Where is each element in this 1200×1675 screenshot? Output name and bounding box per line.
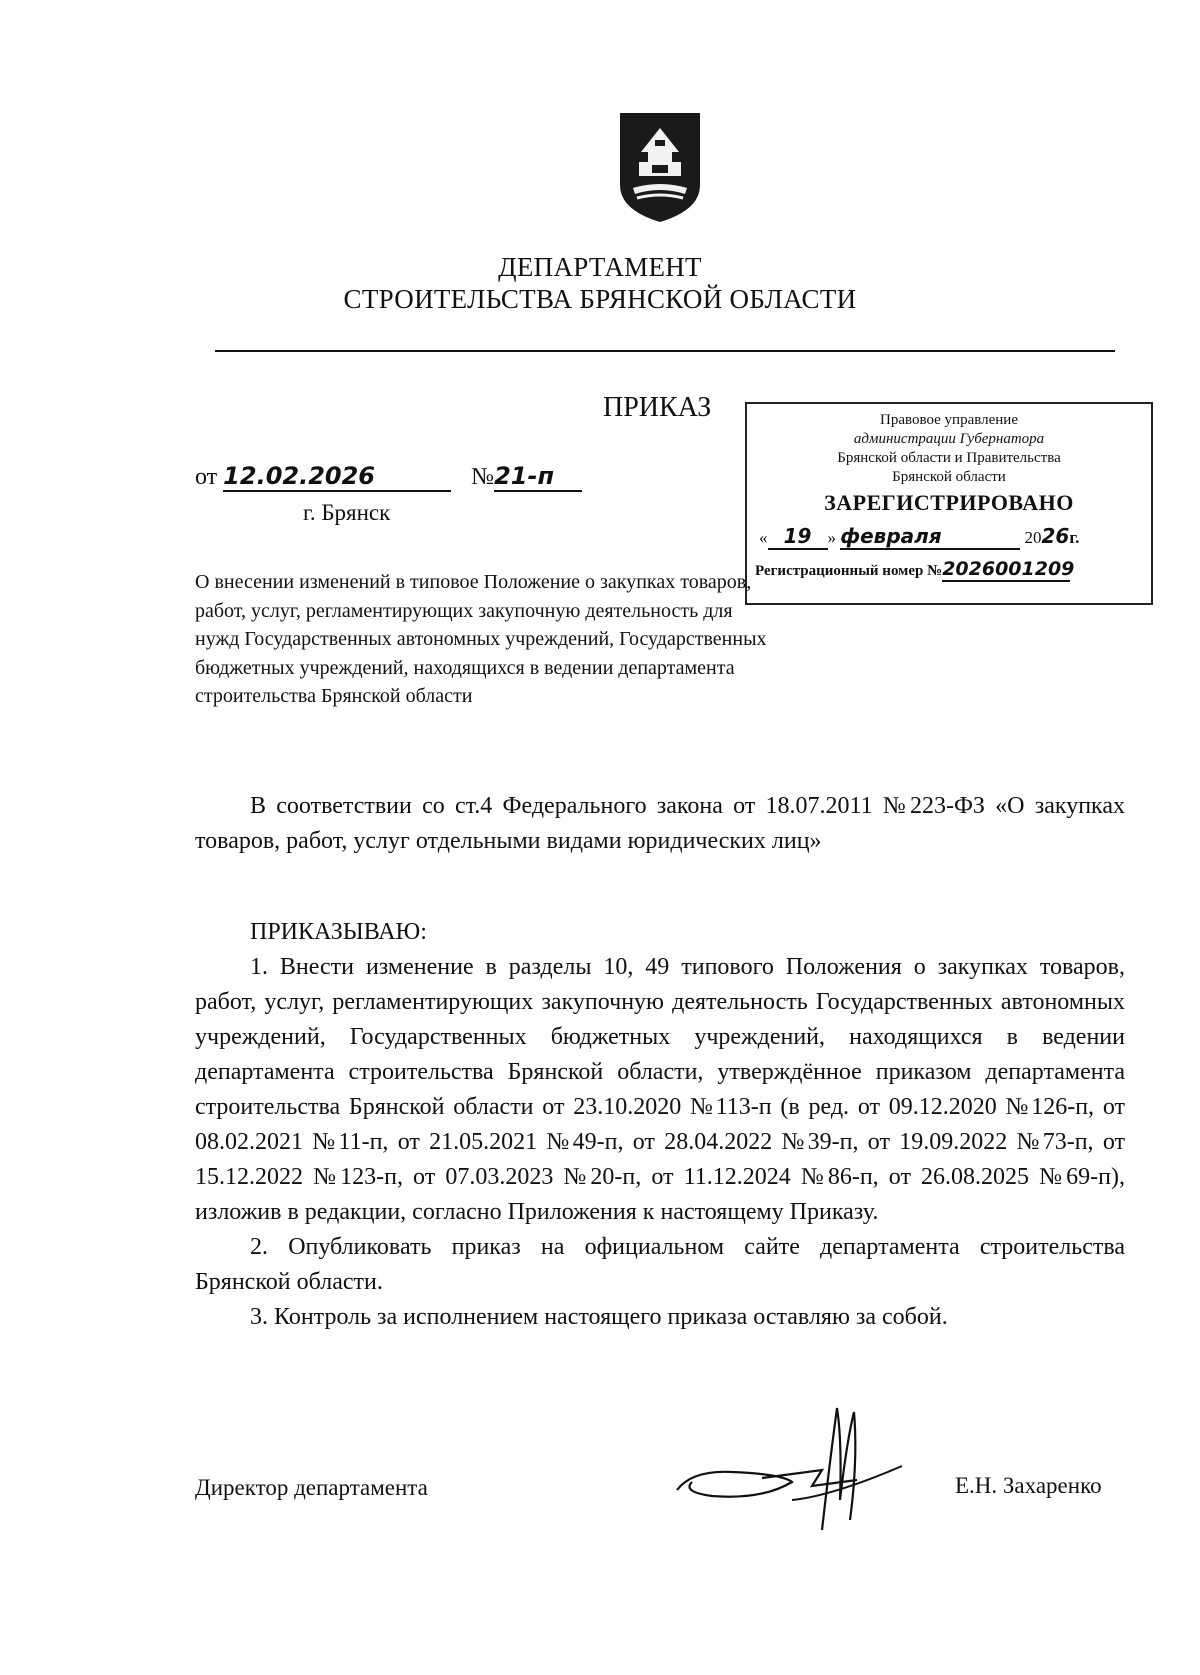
handwritten-signature xyxy=(672,1400,932,1550)
department-name-line1: ДЕПАРТАМЕНТ xyxy=(498,252,702,282)
stamp-reg-number: 2026001209 xyxy=(942,558,1075,580)
stamp-registered-label: ЗАРЕГИСТРИРОВАНО xyxy=(824,490,1074,515)
order-city: г. Брянск xyxy=(303,500,391,525)
order-date-prefix: от xyxy=(195,464,218,490)
stamp-reg-label: Регистрационный номер № xyxy=(755,563,943,579)
stamp-year-prefix: 20 xyxy=(1024,528,1042,547)
order-item-1: 1. Внести изменение в разделы 10, 49 типового Положения о закупках товаров, работ, услуг, регламентирующих закупочную деятельность Государственных автономных учреждений, Государственных бюджетных учреждений, находящихся в ведении департамента строительства Брянской области, утверждённое приказом департамента строительства Брянской области от 23.10.2020 №113-п (в ред. от 09.12.2020 №126-п, от 08.02.2021 №11-п, от 21.05.2021 №49-п, от 28.04.2022 №39-п, от 19.09.2022 №73-п, от 15.12.2022 №123-п, от 07.03.2023 №20-п, от 11.12.2024 №86-п, от 26.08.2025 №69-п), изложив в редакции, согласно Приложения к настоящему Приказу. xyxy=(195,954,1125,1225)
order-subject: О внесении изменений в типовое Положение о закупках товаров, работ, услуг, регламентирующих закупочную деятельность для нужд Государственных автономных учреждений, Государственных бюджетных учреждений, находящихся в ведении департамента строительства Брянской области xyxy=(195,571,767,707)
order-date: 12.02.2026 xyxy=(223,462,451,492)
signatory-position: Директор департамента xyxy=(195,1475,428,1500)
preamble-text: В соответствии со ст.4 Федерального закона от 18.07.2011 №223-ФЗ «О закупках товаров, работ, услуг отдельными видами юридических лиц» xyxy=(195,793,1125,854)
header-divider xyxy=(215,350,1115,352)
stamp-day: 19 xyxy=(768,524,828,550)
stamp-line-4: Брянской области xyxy=(892,469,1006,485)
stamp-year-suffix: 26 xyxy=(1041,524,1070,548)
registration-stamp xyxy=(745,402,1153,605)
order-number-prefix: № xyxy=(471,464,495,490)
stamp-year-mark: г. xyxy=(1069,528,1080,547)
stamp-line-1: Правовое управление xyxy=(880,412,1018,428)
stamp-line-2: администрации Губернатора xyxy=(853,431,1045,447)
order-body xyxy=(195,915,1125,1335)
stamp-month: февраля xyxy=(840,524,1020,550)
order-item-3: 3. Контроль за исполнением настоящего приказа оставляю за собой. xyxy=(250,1304,948,1330)
signatory-name: Е.Н. Захаренко xyxy=(955,1473,1102,1498)
order-word: ПРИКАЗЫВАЮ: xyxy=(250,919,427,945)
preamble xyxy=(195,789,1125,859)
coat-of-arms-emblem xyxy=(615,110,705,225)
document-type-title: ПРИКАЗ xyxy=(603,392,712,423)
order-item-2: 2. Опубликовать приказ на официальном сайте департамента строительства Брянской области. xyxy=(195,1234,1125,1295)
stamp-reg-number-row xyxy=(747,558,1159,582)
order-number: 21-п xyxy=(494,462,582,492)
department-name-line2: СТРОИТЕЛЬСТВА БРЯНСКОЙ ОБЛАСТИ xyxy=(343,284,857,314)
stamp-line-3: Брянской области и Правительства xyxy=(837,450,1061,466)
stamp-date: « 19 » февраля 2026г. xyxy=(759,524,1080,548)
order-date-number xyxy=(195,462,582,492)
